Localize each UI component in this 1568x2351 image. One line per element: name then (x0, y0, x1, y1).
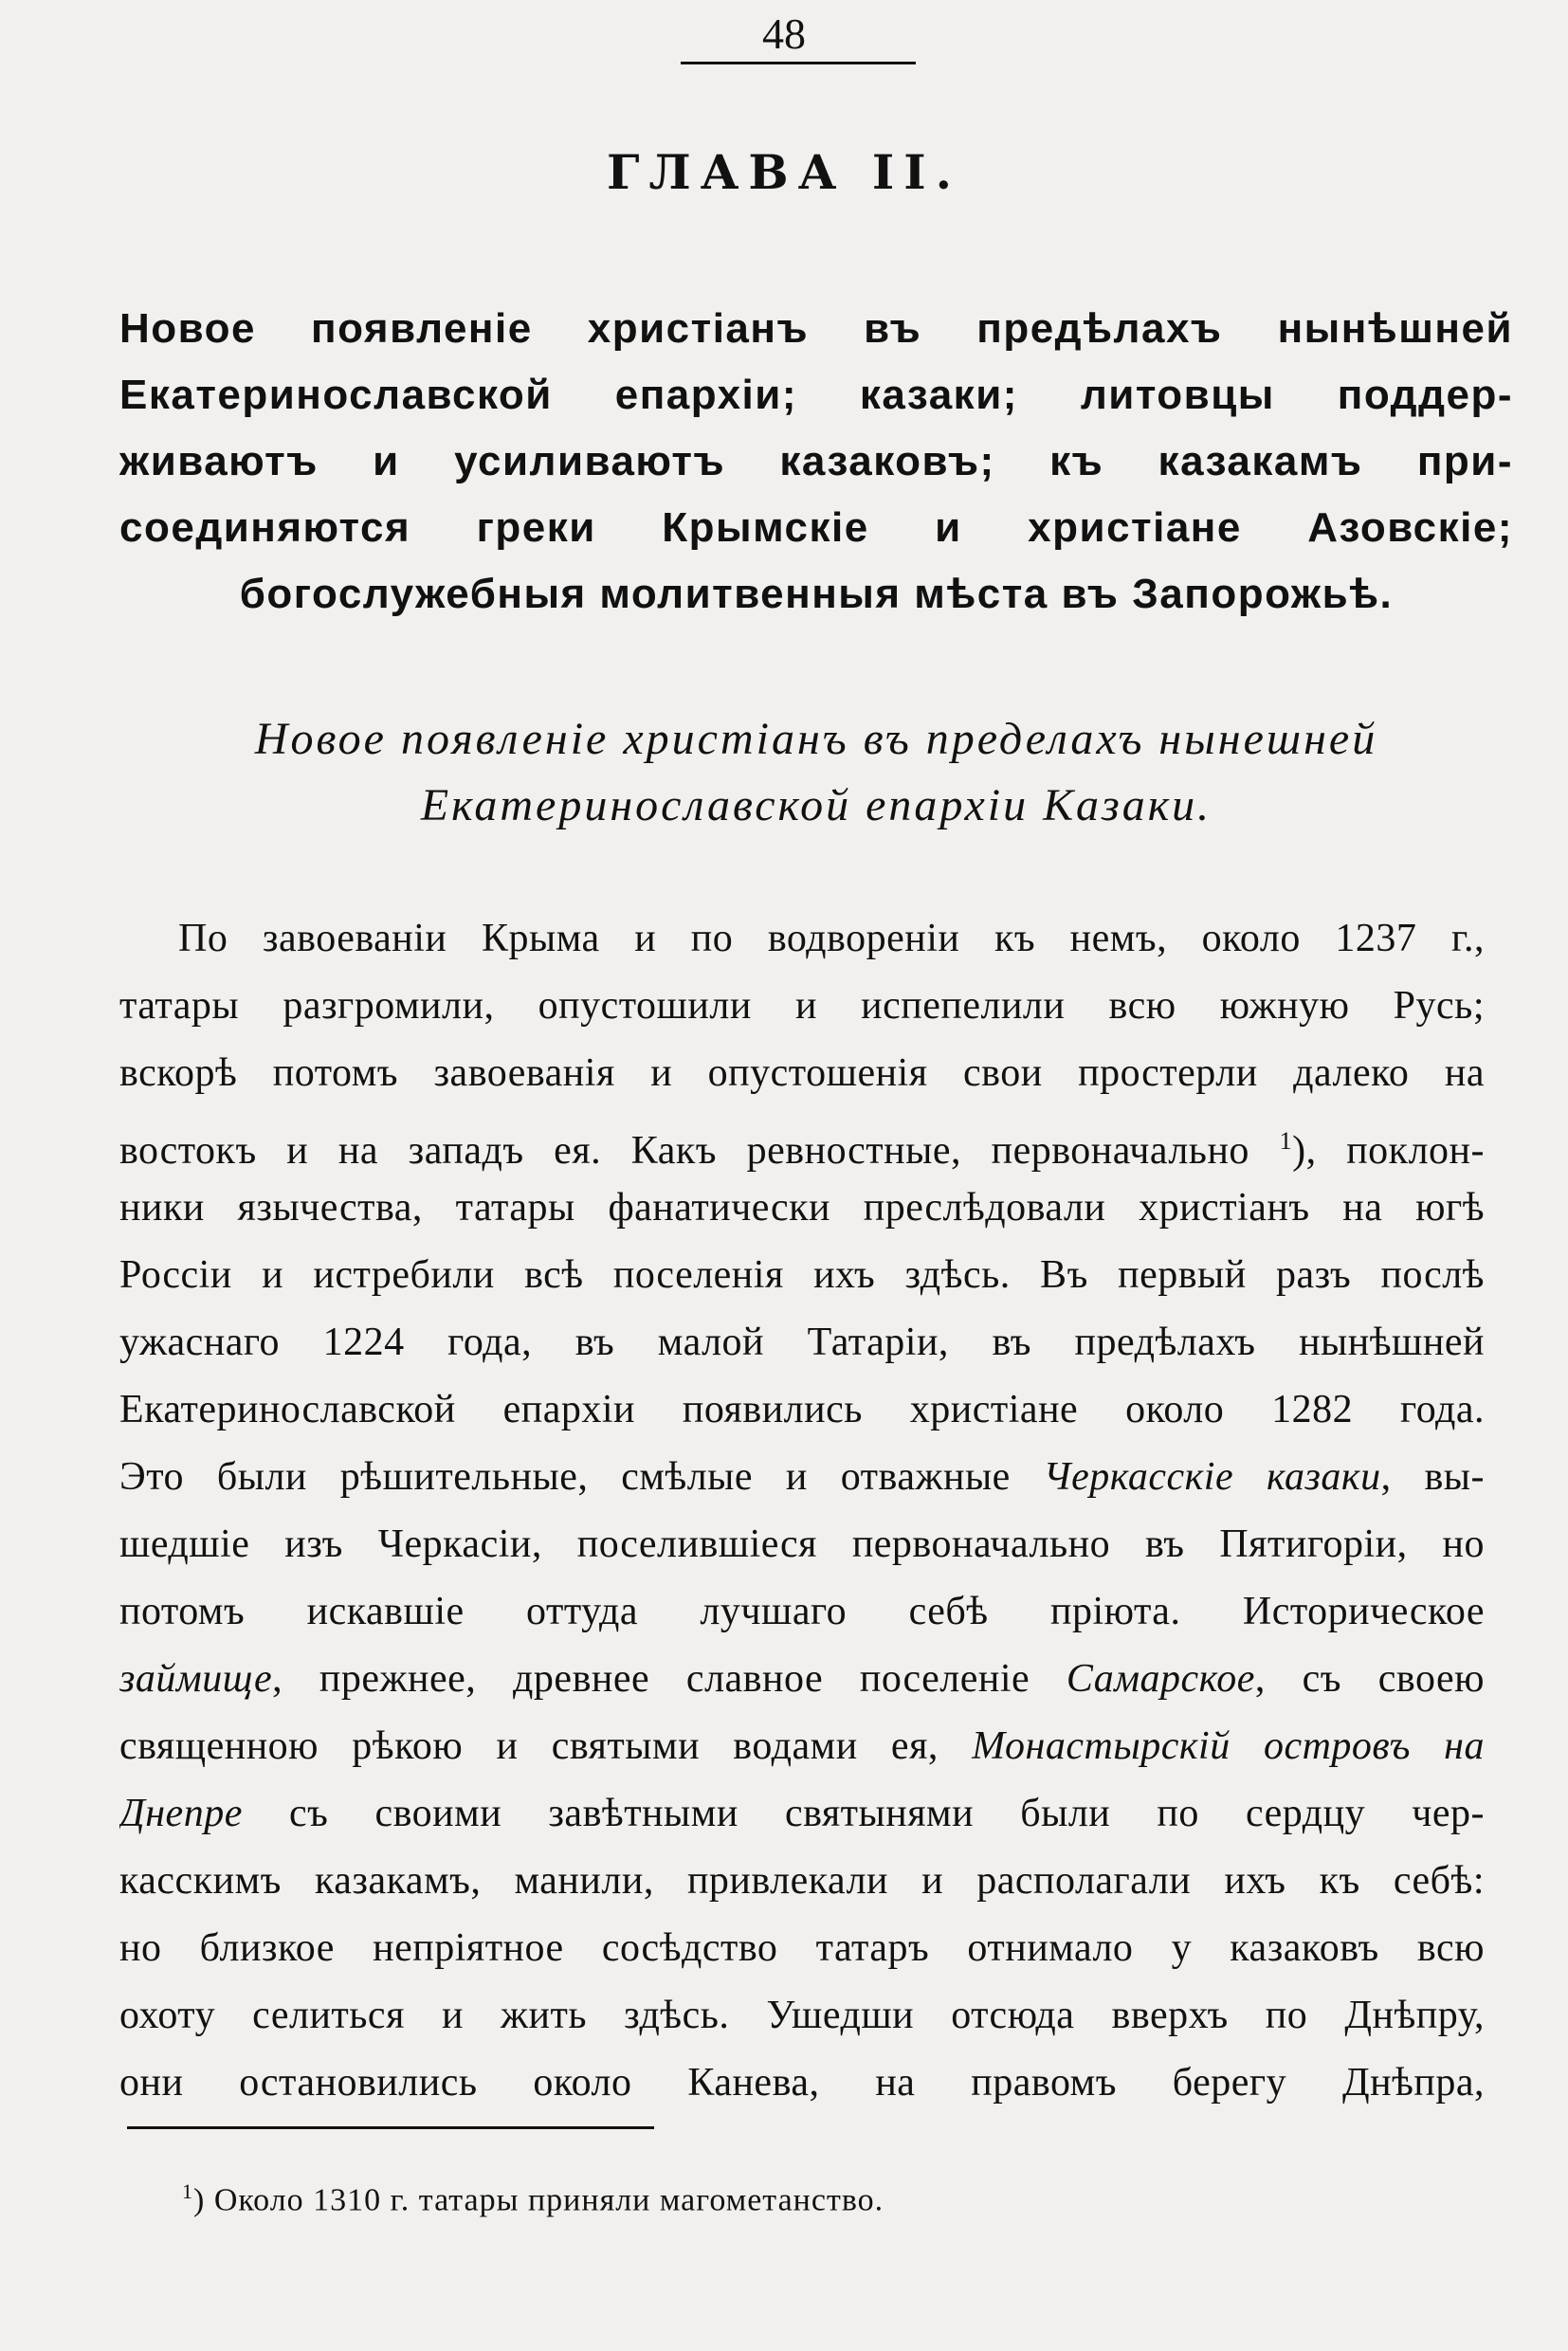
italic-term: Днепре (119, 1792, 243, 1835)
italic-term: Черкасскіе казаки (1043, 1455, 1381, 1499)
body-text-run: священною рѣкою и святыми водами ея, (119, 1724, 973, 1768)
body-line: потомъ искавшіе оттуда лучшаго себѣ пріюта. Историческое (119, 1590, 1485, 1633)
section-title-line: Екатеринославской епархіи Казаки. (420, 780, 1212, 830)
section-title-line: Новое появленіе христіанъ въ пределахъ нынешней (254, 714, 1378, 764)
body-text-run: , прежнее, древнее славное поселеніе (272, 1657, 1067, 1701)
body-line: они остановились около Канева, на правомъ берегу Днѣпра, (119, 2061, 1485, 2105)
summary-line: соединяются греки Крымскіе и христіане Азовскіе; (119, 504, 1513, 551)
body-line (119, 1444, 1485, 1511)
body-line (119, 1646, 1485, 1713)
summary-line: Новое появленіе христіанъ въ предѣлахъ нынѣшней (119, 305, 1513, 352)
footnote-rule (127, 2126, 654, 2129)
summary-line: живаютъ и усиливаютъ казаковъ; къ казакамъ при- (119, 438, 1513, 484)
footnote-mark: 1 (182, 2179, 193, 2203)
body-line: но близкое непріятное сосѣдство татаръ отнимало у казаковъ всю (119, 1926, 1485, 1970)
body-line: ники язычества, татары фанатически преслѣдовали христіанъ на югѣ (119, 1186, 1485, 1230)
body-line: Екатеринославской епархіи появились христіане около 1282 года. (119, 1388, 1485, 1431)
body-line: ужаснаго 1224 года, въ малой Татаріи, въ предѣлахъ нынѣшней (119, 1321, 1485, 1364)
body-line: Россіи и истребили всѣ поселенія ихъ здѣсь. Въ первый разъ послѣ (119, 1253, 1485, 1297)
page-number: 48 (762, 9, 806, 58)
footnote-reference: 1 (1279, 1127, 1293, 1155)
section-title (119, 706, 1513, 839)
chapter-title: ГЛАВА II. (606, 144, 962, 200)
body-text-run: , съ своею (1254, 1657, 1485, 1701)
body-line: вскорѣ потомъ завоеванія и опустошенія свои простерли далеко на (119, 1051, 1485, 1095)
body-line: охоту селиться и жить здѣсь. Ушедши отсюда вверхъ по Днѣпру, (119, 1994, 1485, 2037)
chapter-summary (119, 296, 1513, 628)
body-text-run: востокъ и на западъ ея. Какъ ревностные, первоначально (119, 1129, 1280, 1173)
body-line: По завоеваніи Крыма и по водвореніи къ немъ, около 1237 г., (178, 917, 1485, 960)
body-text-run: Это были рѣшительные, смѣлые и отважные (119, 1455, 1044, 1499)
body-text-run: , вы- (1380, 1455, 1485, 1499)
summary-line: богослужебныя молитвенныя мѣста въ Запорожьѣ. (239, 571, 1394, 617)
body-line (119, 1107, 1485, 1175)
body-text-run: ), поклон- (1292, 1129, 1485, 1173)
body-line (119, 1713, 1485, 1780)
footnote (182, 2171, 884, 2221)
body-text-run: съ своими завѣтными святынями были по сердцу чер- (242, 1792, 1485, 1835)
italic-term: Монастырскій островъ на (972, 1724, 1485, 1768)
body-line (119, 1780, 1485, 1848)
body-text (119, 905, 1485, 2117)
summary-line: Екатеринославской епархіи; казаки; литовцы поддер- (119, 372, 1513, 418)
italic-term: займище (119, 1657, 273, 1701)
italic-term: Самарское (1066, 1657, 1255, 1701)
header-rule (681, 62, 916, 64)
footnote-text: ) Около 1310 г. татары приняли магометанство. (193, 2182, 884, 2218)
body-line: татары разгромили, опустошили и испепелили всю южную Русь; (119, 984, 1485, 1028)
body-line: касскимъ казакамъ, манили, привлекали и располагали ихъ къ себѣ: (119, 1859, 1485, 1903)
body-line: шедшіе изъ Черкасіи, поселившіеся первоначально въ Пятигоріи, но (119, 1522, 1485, 1566)
